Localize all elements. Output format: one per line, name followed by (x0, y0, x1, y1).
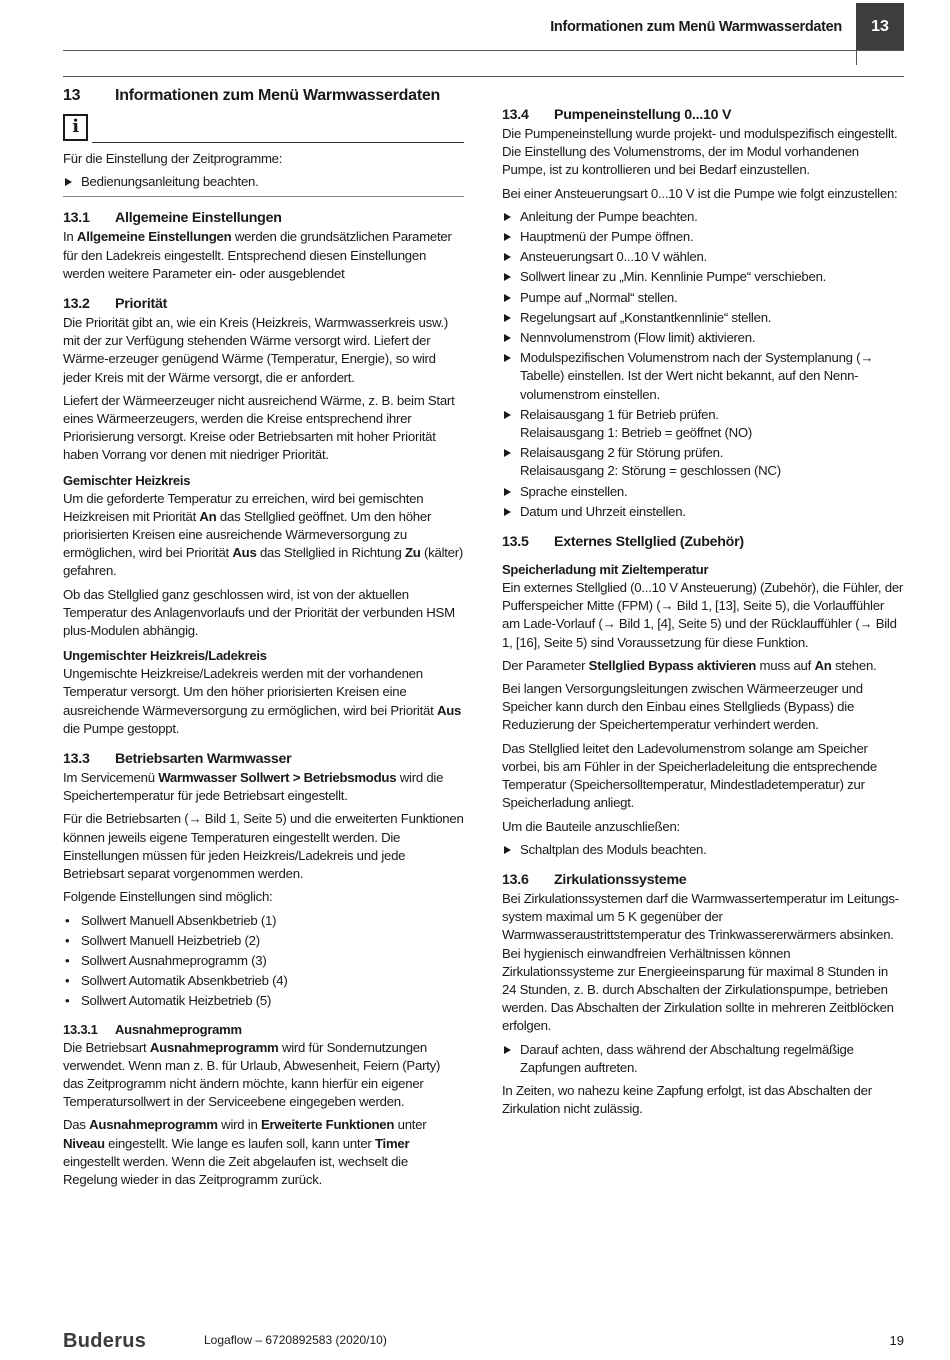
document-reference: Logaflow – 6720892583 (2020/10) (204, 1333, 387, 1347)
chapter-heading: 13 Informationen zum Menü Warmwasserdaten (63, 87, 441, 104)
section-13-3-1-para-1: Die Betriebsart Ausnahmeprogramm wird für Sondernutzungen verwendet. Wenn man z. B. für Urlaub, Abwesenheit, Feiern (Party) das Zeitprogramm nicht ändern möchte, kann hierfür ein eigener Temperatursollwert in der Serviceebene eingegeben werden. (63, 1039, 441, 1110)
right-column (502, 82, 904, 1123)
unmixed-circuit-subheading: Ungemischter Heizkreis/Ladekreis (63, 648, 267, 664)
section-13-3-para-1: Im Servicemenü Warmwasser Sollwert > Betriebsmodus wird die Speichertemperatur für jede Betriebsart eingestellt. (63, 770, 444, 804)
section-13-5-para-3: Bei langen Versorgungsleitungen zwischen Wärmeerzeuger und Speicher kann durch den Einbau eines Stellglieds (Bypass) die Reduzierung der Speichertemperatur verhindert werden. (502, 681, 863, 733)
section-13-3-para-3: Folgende Einstellungen sind möglich: (63, 889, 273, 905)
section-13-5-para-1: Ein externes Stellglied (0...10 V Ansteuerung) (Zubehör), die Fühler, der Pufferspeicher Mitte (FPM) (→ Bild 1, [13], Seite 5), die Vorlauffühler am Lade-Vorlauf (→ Bild 1, [4], Seite 5) und der Rücklauffühler (→ Bild 1, [16], Seite 5) sind Voraussetzung für diese Funktion. (502, 580, 904, 650)
section-13-6-heading: 13.6 Zirkulationssysteme (502, 871, 687, 888)
list-item: Anleitung der Pumpe beachten. (502, 208, 904, 226)
section-13-5-para-2: Der Parameter Stellglied Bypass aktivieren muss auf An stehen. (502, 657, 877, 673)
mixed-circuit-subheading: Gemischter Heizkreis (63, 472, 191, 488)
list-item: • Sollwert Automatik Heizbetrieb (5) (63, 992, 464, 1010)
section-13-1-text: In Allgemeine Einstellungen werden die grundsätzlichen Parameter für den Ladekreis eingestellt. Entsprechend diesen Einstellungen werden weitere Parameter ein- oder ausgeblendet (63, 229, 452, 281)
list-item: Relaisausgang 1 für Betrieb prüfen. Relaisausgang 1: Betrieb = geöffnet (NO) (502, 406, 904, 442)
unmixed-circuit-text: Ungemischte Heizkreise/Ladekreis werden mit der vorhandenen Temperatur versorgt. Um den höher priorisierten Kreisen eine ausreichende Wärmeversorgung zu ermöglichen, wird bei Priorität Aus die Pumpe gestoppt. (63, 666, 462, 736)
list-item: Datum und Uhrzeit einstellen. (502, 503, 904, 521)
mixed-circuit-text-2: Ob das Stellglied ganz geschlossen wird, ist von der aktuellen Temperatur des Anlagenvorlaufs und der Priorität der verbunden HSM plus-Modulen abhängig. (63, 586, 455, 639)
section-13-4-para-1: Die Pumpeneinstellung wurde projekt- und modulspezifisch eingestellt. Die Einstellung des Volumenstroms, der im Modul vorhandenen Pumpe, ist zu kontrollieren und bei Bedarf einzustellen. (502, 126, 898, 178)
info-end-rule (63, 196, 464, 197)
info-icon: i (63, 114, 88, 141)
section-13-3-heading: 13.3 Betriebsarten Warmwasser (63, 751, 292, 768)
list-item: Schaltplan des Moduls beachten. (502, 841, 904, 859)
storage-charging-subheading: Speicherladung mit Zieltemperatur (502, 562, 709, 578)
section-13-3-1-heading: 13.3.1 Ausnahmeprogramm (63, 1021, 242, 1037)
list-item: Ansteuerungsart 0...10 V wählen. (502, 248, 904, 266)
section-13-5-para-5: Um die Bauteile anzuschließen: (502, 818, 680, 834)
list-item: Regelungsart auf „Konstantkennlinie“ stellen. (502, 309, 904, 327)
list-item: • Sollwert Automatik Absenkbetrieb (4) (63, 972, 464, 990)
content-top-rule (63, 76, 904, 77)
info-note-header (63, 114, 464, 144)
section-13-3-1-para-2: Das Ausnahmeprogramm wird in Erweiterte Funktionen unter Niveau eingestellt. Wie lange es laufen soll, kann unter Timer eingestellt werden. Wenn die Zeit abgelaufen ist, wechselt die Regelung wieder in das Zeitprogramm zurück. (63, 1117, 427, 1187)
list-item: Nennvolumenstrom (Flow limit) aktivieren. (502, 329, 904, 347)
header-rule (63, 50, 904, 51)
list-item: Sprache einstellen. (502, 483, 904, 501)
running-header-title: Informationen zum Menü Warmwasserdaten (550, 19, 842, 35)
circulation-steps (502, 1041, 904, 1077)
setpoint-list (63, 912, 464, 1011)
brand-logo: Buderus (63, 1330, 147, 1352)
list-item: Hauptmenü der Pumpe öffnen. (502, 228, 904, 246)
header-tick (856, 51, 857, 65)
info-rule (92, 142, 464, 143)
chapter-number-tab: 13 (856, 3, 904, 51)
section-13-2-para-2: Liefert der Wärmeerzeuger nicht ausreichend Wärme, z. B. beim Start eines Wärmeerzeugers, werden die Kreise entsprechend ihrer Priorisierung versorgt. Kreise oder Betriebsarten mit hoher Priorität haben Vorrang vor denen mit niedriger Priorität. (63, 392, 455, 463)
list-item: Relaisausgang 2 für Störung prüfen. Relaisausgang 2: Störung = geschlossen (NC) (502, 444, 904, 480)
pump-setup-steps (502, 208, 904, 521)
mixed-circuit-text: Um die geforderte Temperatur zu erreichen, wird bei gemischten Heizkreisen mit Priorität An das Stellglied geöffnet. Um den höher priorisierten Kreisen eine ausreichende Wärmeversorgung zu ermöglichen, wird bei Priorität Aus das Stellglied in Richtung Zu (kälter) gefahren. (63, 490, 464, 579)
left-column (63, 82, 464, 1194)
page-number: 19 (889, 1333, 904, 1348)
section-13-4-para-2: Bei einer Ansteuerungsart 0...10 V ist die Pumpe wie folgt einzustellen: (502, 185, 898, 201)
list-item: Darauf achten, dass während der Abschaltung regelmäßige Zapfungen auftreten. (502, 1041, 904, 1077)
info-bullet: Bedienungsanleitung beachten. (63, 173, 464, 191)
info-bullets (63, 173, 464, 191)
list-item: Pumpe auf „Normal“ stellen. (502, 289, 904, 307)
wiring-steps (502, 841, 904, 859)
section-13-3-para-2: Für die Betriebsarten (→ Bild 1, Seite 5) und die erweiterten Funktionen können jeweils eigene Temperaturen eingestellt werden. Die Einstellungen müssen für jeden Heizkreis/Ladekreis und jede Betriebsart separat vorgenommen werden. (63, 811, 464, 882)
section-13-5-heading: 13.5 Externes Stellglied (Zubehör) (502, 534, 744, 551)
list-item: • Sollwert Manuell Heizbetrieb (2) (63, 932, 464, 950)
list-item: Sollwert linear zu „Min. Kennlinie Pumpe“ verschieben. (502, 268, 904, 286)
section-13-6-para-2: In Zeiten, wo nahezu keine Zapfung erfolgt, ist das Abschalten der Zirkulation nicht zulässig. (502, 1082, 872, 1117)
section-13-5-para-4: Das Stellglied leitet den Ladevolumenstrom solange am Speicher vorbei, bis am Fühler in der Speicherladeleitung die entsprechende Temperatur (Speichersolltemperatur, Mindestladetemperatur) zur Speicherladung anliegt. (502, 740, 877, 811)
section-13-4-heading: 13.4 Pumpeneinstellung 0...10 V (502, 107, 732, 123)
list-item: • Sollwert Manuell Absenkbetrieb (1) (63, 912, 464, 930)
info-text: Für die Einstellung der Zeitprogramme: (63, 151, 283, 166)
section-13-2-heading: 13.2 Priorität (63, 296, 168, 313)
section-13-6-para-1: Bei Zirkulationssystemen darf die Warmwassertemperatur im Leitungs-system maximal um 5 K gegenüber der Warmwasseraustrittstemperatur des Trinkwassererwärmers absinken. Bei hygienisch einwandfreien Verhältnissen können Zirkulationssysteme zur Energieeinsparung für maximal 8 Stunden in 24 Stunden, z. B. durch Abschalten der Zirkulationspumpe, betrieben werden. Das Abschalten der Zirkulation sollte in mehreren Zeitblöcken erfolgen. (502, 890, 899, 1034)
section-13-2-para-1: Die Priorität gibt an, wie ein Kreis (Heizkreis, Warmwasserkreis usw.) mit der zur Verfügung stehenden Wärme versorgt wird. Liefert der Wärme-erzeuger genügend Wärme (Temperatur, Energie), so wird jeder Kreis mit der Wärme versorgt, die er anfordert. (63, 315, 449, 385)
list-item: • Sollwert Ausnahmeprogramm (3) (63, 952, 464, 970)
list-item: Modulspezifischen Volumenstrom nach der Systemplanung (→ Tabelle) einstellen. Ist der Wert nicht bekannt, auf den Nenn-volumenstrom einstellen. (502, 349, 904, 404)
section-13-1-heading: 13.1 Allgemeine Einstellungen (63, 210, 282, 227)
